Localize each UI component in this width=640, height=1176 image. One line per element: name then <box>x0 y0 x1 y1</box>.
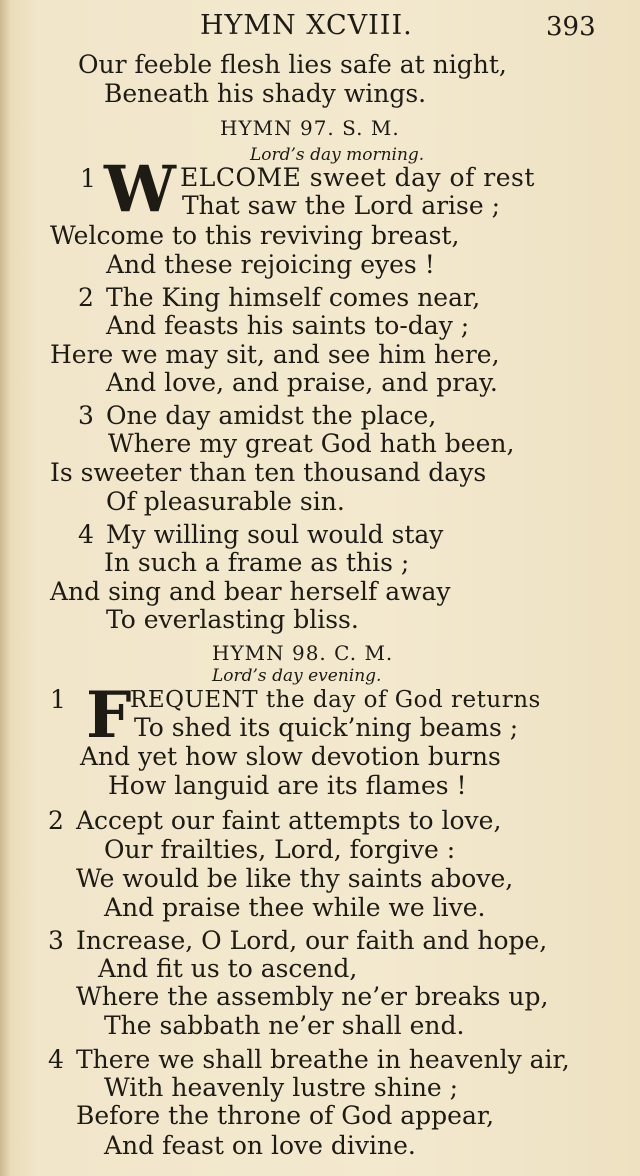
verse-line: We would be like thy saints above, <box>76 864 514 893</box>
hymn-heading: HYMN 98. C. M. <box>212 641 394 665</box>
stanza-number: 2 <box>48 806 64 835</box>
verse-line: Here we may sit, and see him here, <box>50 340 500 369</box>
drop-cap: W <box>104 152 176 227</box>
verse-line: And these rejoicing eyes ! <box>106 250 435 279</box>
verse-line: Accept our faint attempts to love, <box>76 806 502 835</box>
verse-line: One day amidst the place, <box>106 401 437 430</box>
page-number: 393 <box>546 12 596 42</box>
verse-line: There we shall breathe in heavenly air, <box>76 1045 570 1074</box>
verse-line: Our frailties, Lord, forgive : <box>104 835 456 864</box>
hymn-subtitle: Lord’s day evening. <box>212 666 382 686</box>
stanza-number: 3 <box>78 401 94 430</box>
verse-line: REQUENT the day of God returns <box>130 687 541 713</box>
verse-line: Welcome to this reviving breast, <box>50 221 460 250</box>
verse-line: And fit us to ascend, <box>98 954 358 983</box>
stanza-number: 4 <box>78 520 94 549</box>
stanza-number: 1 <box>80 164 96 193</box>
verse-line: Where my great God hath been, <box>108 429 515 458</box>
verse-line: With heavenly lustre shine ; <box>104 1073 459 1102</box>
verse-line: Increase, O Lord, our faith and hope, <box>76 926 548 955</box>
verse-line: In such a frame as this ; <box>104 548 410 577</box>
verse-line: Where the assembly ne’er breaks up, <box>76 982 549 1011</box>
drop-cap: F <box>86 678 132 753</box>
page-edge <box>0 0 10 1176</box>
stanza-number: 4 <box>48 1045 64 1074</box>
verse-line: And praise thee while we live. <box>104 893 486 922</box>
verse-line: Our feeble flesh lies safe at night, <box>78 50 507 79</box>
stanza-number: 2 <box>78 283 94 312</box>
hymn-subtitle: Lord’s day morning. <box>250 145 425 165</box>
verse-line: The sabbath ne’er shall end. <box>104 1011 465 1040</box>
verse-line: To shed its quick’ning beams ; <box>134 713 519 742</box>
verse-line: And yet how slow devotion burns <box>80 742 501 771</box>
verse-line: How languid are its flames ! <box>108 771 467 800</box>
running-header: HYMN XCVIII. <box>200 10 413 41</box>
verse-line: My willing soul would stay <box>106 520 444 549</box>
verse-line: To everlasting bliss. <box>106 605 359 634</box>
verse-line: Is sweeter than ten thousand days <box>50 458 487 487</box>
verse-line: ELCOME sweet day of rest <box>180 163 535 192</box>
verse-line: Of pleasurable sin. <box>106 487 345 516</box>
verse-line: The King himself comes near, <box>106 283 481 312</box>
stanza-number: 3 <box>48 926 64 955</box>
stanza-number: 1 <box>50 685 66 714</box>
verse-line: And love, and praise, and pray. <box>106 368 498 397</box>
verse-line: And sing and bear herself away <box>50 577 451 606</box>
verse-line: And feast on love divine. <box>104 1131 416 1160</box>
verse-line: That saw the Lord arise ; <box>182 191 501 220</box>
hymn-heading: HYMN 97. S. M. <box>220 116 400 140</box>
verse-line: Beneath his shady wings. <box>104 79 427 108</box>
verse-line: And feasts his saints to-day ; <box>106 311 470 340</box>
verse-line: Before the throne of God appear, <box>76 1101 495 1130</box>
